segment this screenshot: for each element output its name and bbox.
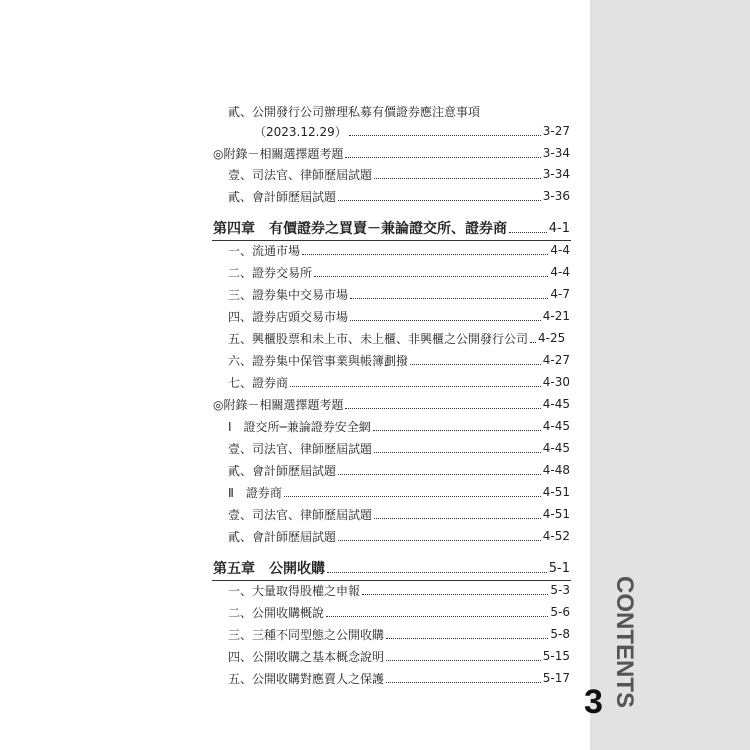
- leader-dots: [314, 276, 548, 277]
- leader-dots: [302, 254, 548, 255]
- leader-dots: [374, 178, 541, 179]
- toc-entry: [228, 416, 570, 436]
- toc-entry-page: 4-51: [542, 485, 570, 499]
- toc-entry-label: 貳、會計師歷屆試題: [228, 529, 337, 544]
- toc-entry-label: 一、流通市場: [228, 243, 301, 258]
- page-number: 3: [584, 683, 603, 721]
- toc-entry-label: 二、證券交易所: [228, 265, 313, 280]
- toc-entry: [228, 101, 480, 121]
- toc-entry-page: 3-34: [542, 146, 570, 160]
- toc-entry-label: 六、證券集中保管事業與帳簿劃撥: [228, 353, 409, 368]
- toc-entry: [228, 526, 570, 546]
- toc-entry-page: 5-8: [550, 627, 570, 641]
- toc-entry: [228, 504, 570, 524]
- leader-dots: [386, 660, 541, 661]
- toc-entry: [228, 624, 570, 644]
- chapter-page: 4-1: [548, 220, 570, 236]
- leader-dots: [338, 474, 541, 475]
- toc-entry: [228, 350, 570, 370]
- leader-dots: [410, 364, 541, 365]
- toc-entry-label: 貳、會計師歷屆試題: [228, 463, 337, 478]
- toc-entry-label: 三、證券集中交易市場: [228, 287, 349, 302]
- toc-entry-page: 4-25: [538, 331, 566, 345]
- toc-entry-label: 貳、會計師歷屆試題: [228, 189, 337, 204]
- toc-entry-label: 貳、公開發行公司辦理私募有價證券應注意事項: [228, 104, 481, 119]
- toc-entry-page: 4-4: [550, 265, 570, 279]
- toc-entry: [228, 602, 570, 622]
- leader-dots: [374, 518, 541, 519]
- toc-entry: [228, 186, 570, 206]
- toc-entry-label: 五、公開收購對應賣人之保護: [228, 671, 385, 686]
- leader-dots: [374, 452, 541, 453]
- toc-entry-page: 4-7: [550, 287, 570, 301]
- toc-entry: [228, 262, 570, 282]
- toc-entry-label: 一、大量取得股權之申報: [228, 583, 361, 598]
- leader-dots: [350, 298, 548, 299]
- toc-entry-label: 三、三種不同型態之公開收購: [228, 627, 385, 642]
- leader-dots: [530, 342, 536, 343]
- toc-entry-label: 五、興櫃股票和未上市、未上櫃、非興櫃之公開發行公司: [228, 331, 529, 346]
- toc-entry-page: 4-30: [542, 375, 570, 389]
- toc-entry-page: 3-36: [542, 189, 570, 203]
- toc-entry: [228, 646, 570, 666]
- leader-dots: [362, 594, 548, 595]
- toc-entry: [228, 284, 570, 304]
- leader-dots: [284, 496, 541, 497]
- toc-entry-label: ◎附錄－相關選擇題考題: [213, 397, 344, 412]
- leader-dots: [290, 386, 541, 387]
- toc-entry: [228, 306, 570, 326]
- toc-entry-page: 3-34: [542, 167, 570, 181]
- toc-entry: [228, 482, 570, 502]
- leader-dots: [386, 638, 548, 639]
- toc-entry-page: 4-21: [542, 309, 570, 323]
- leader-dots: [345, 157, 540, 158]
- toc-entry-label: 壹、司法官、律師歷屆試題: [228, 441, 373, 456]
- leader-dots: [327, 572, 547, 573]
- leader-dots: [386, 682, 541, 683]
- toc-entry-label: 四、證券店頭交易市場: [228, 309, 349, 324]
- toc-entry-page: 4-45: [542, 419, 570, 433]
- toc-entry-label: （2023.12.29）: [254, 124, 347, 139]
- chapter-title: 第四章 有價證券之買賣－兼論證交所、證券商: [213, 221, 507, 237]
- toc-entry: [228, 460, 570, 480]
- toc-entry-label: 壹、司法官、律師歷屆試題: [228, 167, 373, 182]
- chapter-page: 5-1: [548, 560, 570, 576]
- toc-entry-page: 4-45: [542, 397, 570, 411]
- toc-entry-page: 5-3: [550, 583, 570, 597]
- toc-entry: [228, 328, 570, 348]
- toc-entry: [228, 580, 570, 600]
- toc-entry-page: 4-51: [542, 507, 570, 521]
- toc-entry-label: 壹、司法官、律師歷屆試題: [228, 507, 373, 522]
- toc-entry-label: Ⅱ 證券商: [228, 485, 282, 500]
- toc-entry: [228, 372, 570, 392]
- toc-entry-page: 4-45: [542, 441, 570, 455]
- toc-entry-page: 4-27: [542, 353, 570, 367]
- toc-entry: [228, 164, 570, 184]
- toc-entry-label: ◎附錄－相關選擇題考題: [213, 146, 344, 161]
- toc-entry-label: Ⅰ 證交所─兼論證券安全網: [228, 419, 371, 434]
- chapter-title: 第五章 公開收購: [213, 561, 325, 577]
- toc-entry: [254, 121, 570, 141]
- leader-dots: [349, 135, 541, 136]
- leader-dots: [373, 430, 541, 431]
- toc-entry: [228, 438, 570, 458]
- leader-dots: [338, 200, 541, 201]
- leader-dots: [345, 408, 540, 409]
- leader-dots: [350, 320, 541, 321]
- toc-entry-label: 四、公開收購之基本概念說明: [228, 649, 385, 664]
- toc-entry: [228, 240, 570, 260]
- toc-chapter: [213, 558, 570, 578]
- toc-chapter: [213, 218, 570, 238]
- leader-dots: [338, 540, 541, 541]
- leader-dots: [509, 232, 547, 233]
- toc-entry-label: 七、證券商: [228, 375, 289, 390]
- toc-entry-page: 4-48: [542, 463, 570, 477]
- toc-entry-label: 二、公開收購概說: [228, 605, 325, 620]
- toc-entry-page: 3-27: [542, 124, 570, 138]
- contents-label: CONTENTS: [611, 576, 638, 708]
- toc-entry: [228, 668, 570, 688]
- toc-entry-page: 4-4: [550, 243, 570, 257]
- toc-entry: [213, 394, 570, 414]
- leader-dots: [326, 616, 548, 617]
- toc-entry-page: 5-6: [550, 605, 570, 619]
- toc-entry-page: 5-17: [542, 671, 570, 685]
- toc-entry: [213, 143, 570, 163]
- toc-entry-page: 4-52: [542, 529, 570, 543]
- toc-entry-page: 5-15: [542, 649, 570, 663]
